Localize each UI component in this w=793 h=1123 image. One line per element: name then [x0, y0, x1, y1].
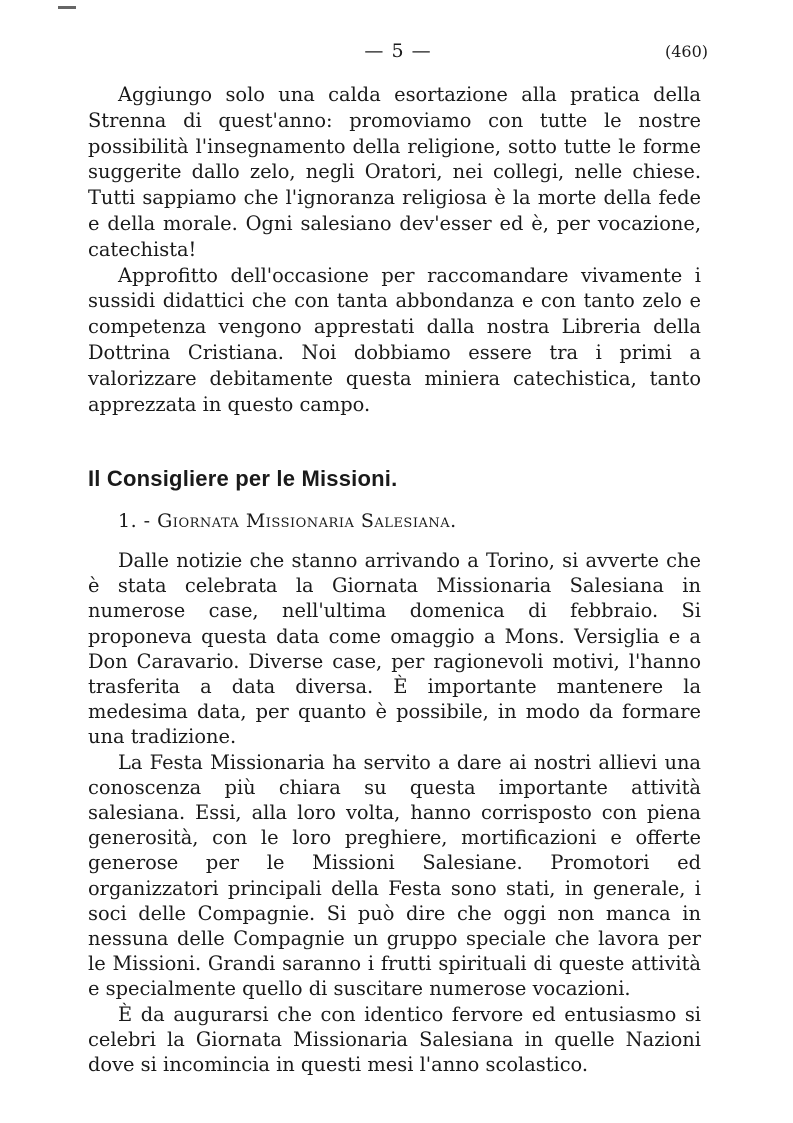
section-title: Il Consigliere per le Missioni.: [88, 466, 398, 491]
paragraph-giornata: Dalle notizie che stanno arrivando a Torino, si avverte che è stata celebrata la Giornata Missionaria Salesiana in numerose case, nell'ultima domenica di febbraio. Si proponeva questa data come omaggio a Mons. Versiglia e a Don Caravario. Diverse case, per ragionevoli motivi, l'hanno trasferita a data diversa. È importante mantenere la medesima data, per quanto è possibile, in modo da formare una tradizione.: [88, 549, 701, 749]
paragraph-sussidi: Approfitto dell'occasione per raccomandare vivamente i sussidi didattici che con tanta abbondanza e con tanto zelo e competenza vengono apprestati dalla nostra Libreria della Dottrina Cristiana. Noi dobbiamo essere tra i primi a valorizzare debitamente questa miniera catechistica, tanto apprezzata in questo campo.: [88, 263, 701, 416]
intro-text-block: [88, 82, 701, 417]
section-subheading: 1. - Giornata Missionaria Salesiana.: [118, 510, 457, 532]
scan-speck: [58, 6, 76, 9]
page-reference: (460): [664, 42, 708, 61]
paragraph-augurio: È da augurarsi che con identico fervore ed entusiasmo si celebri la Giornata Missionaria Salesiana in quelle Nazioni dove si incomincia in questi mesi l'anno scolastico.: [88, 1002, 701, 1077]
page-header: [88, 40, 708, 64]
page-number: — 5 —: [364, 40, 432, 62]
paragraph-strenna: Aggiungo solo una calda esortazione alla pratica della Strenna di quest'anno: promoviamo con tutte le nostre possibilità l'insegnamento della religione, sotto tutte le forme suggerite dallo zelo, negli Oratori, nei collegi, nelle chiese. Tutti sappiamo che l'ignoranza religiosa è la morte della fede e della morale. Ogni salesiano dev'esser ed è, per vocazione, catechista!: [88, 83, 701, 261]
paragraph-festa: La Festa Missionaria ha servito a dare ai nostri allievi una conoscenza più chiara su questa importante attività salesiana. Essi, alla loro volta, hanno corrisposto con piena generosità, con le loro preghiere, mortificazioni e offerte generose per le Missioni Salesiane. Promotori ed organizzatori principali della Festa sono stati, in generale, i soci delle Compagnie. Si può dire che oggi non manca in nessuna delle Compagnie un gruppo speciale che lavora per le Missioni. Grandi saranno i frutti spirituali di queste attività e specialmente quello di suscitare numerose vocazioni.: [88, 750, 701, 1001]
missions-text-block: [88, 548, 701, 1077]
